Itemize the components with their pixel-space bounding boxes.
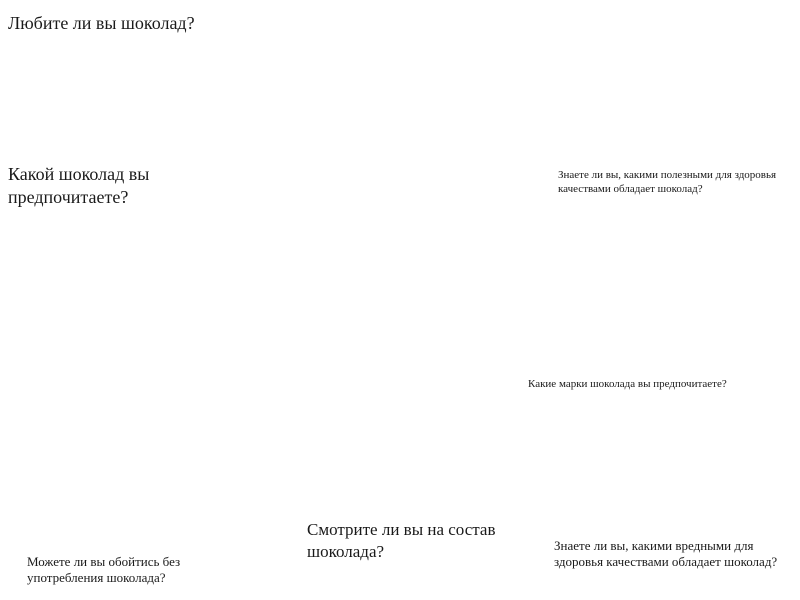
question-check-ingredients: Смотрите ли вы на состав шоколада? (307, 520, 496, 562)
question-live-without-chocolate: Можете ли вы обойтись без употребления шоколада? (27, 554, 181, 586)
question-health-harms: Знаете ли вы, какими вредными для здоровья качествами обладает шоколад? (554, 538, 778, 570)
question-preferred-brands: Какие марки шоколада вы предпочитаете? (528, 378, 727, 390)
question-love-chocolate: Любите ли вы шоколад? (8, 13, 195, 33)
question-health-benefits: Знаете ли вы, какими полезными для здоровья качествами обладает шоколад? (558, 169, 777, 195)
question-preferred-chocolate: Какой шоколад вы предпочитаете? (8, 164, 150, 208)
